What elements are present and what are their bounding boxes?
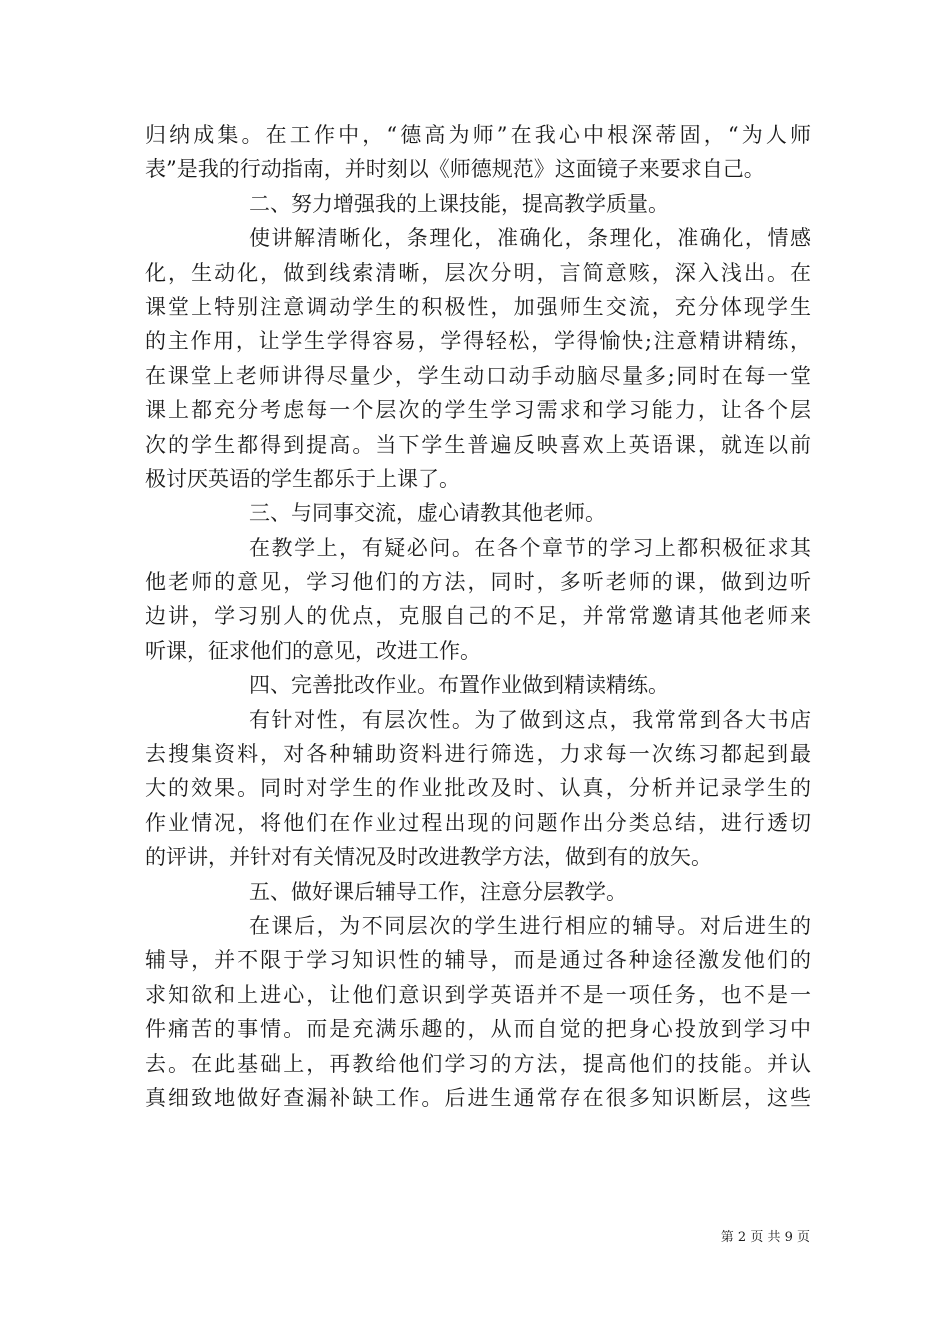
text-line: 真细致地做好查漏补缺工作。后进生通常存在很多知识断层，这些 [145,1085,811,1110]
paragraph-first-line: 在教学上，有疑必问。在各个章节的学习上都积极征求其 [249,535,811,560]
text-line: 边讲，学习别人的优点，克服自己的不足，并常常邀请其他老师来 [145,604,811,629]
text-line: 的评讲，并针对有关情况及时改进教学方法，做到有的放矢。 [145,845,712,870]
text-line: 他老师的意见，学习他们的方法，同时，多听老师的课，做到边听 [145,570,811,595]
paragraph-first-line: 三、与同事交流，虚心请教其他老师。 [249,501,606,526]
text-line: 表”是我的行动指南，并时刻以《师德规范》这面镜子来要求自己。 [145,157,765,182]
paragraph-first-line: 有针对性，有层次性。为了做到这点，我常常到各大书店 [249,707,811,732]
text-line: 辅导，并不限于学习知识性的辅导，而是通过各种途径激发他们的 [145,948,811,973]
text-line: 课上都充分考虑每一个层次的学生学习需求和学习能力，让各个层 [145,398,811,423]
paragraph-first-line: 四、完善批改作业。布置作业做到精读精练。 [249,673,669,698]
text-line: 在课堂上老师讲得尽量少，学生动口动手动脑尽量多;同时在每一堂 [145,363,811,388]
text-line: 去搜集资料，对各种辅助资料进行筛选，力求每一次练习都起到最 [145,742,811,767]
paragraph-first-line: 五、做好课后辅导工作，注意分层教学。 [249,879,627,904]
text-line: 次的学生都得到提高。当下学生普遍反映喜欢上英语课，就连以前 [145,432,811,457]
document-body [145,118,811,1115]
text-line: 极讨厌英语的学生都乐于上课了。 [145,466,460,491]
paragraph-first-line: 二、努力增强我的上课技能，提高教学质量。 [249,191,669,216]
text-line: 去。在此基础上，再教给他们学习的方法，提高他们的技能。并认 [145,1051,811,1076]
text-line: 听课，征求他们的意见，改进工作。 [145,638,481,663]
text-line: 课堂上特别注意调动学生的积极性，加强师生交流，充分体现学生 [145,294,811,319]
text-line: 归纳成集。在工作中，“德高为师”在我心中根深蒂固，“为人师 [145,123,811,147]
paragraph-first-line: 使讲解清晰化，条理化，准确化，条理化，准确化，情感 [249,226,811,251]
text-line: 大的效果。同时对学生的作业批改及时、认真，分析并记录学生的 [145,776,811,801]
page-number: 第 2 页 共 9 页 [720,1230,810,1245]
paragraph-first-line: 在课后，为不同层次的学生进行相应的辅导。对后进生的 [249,913,811,938]
text-line: 作业情况，将他们在作业过程出现的问题作出分类总结，进行透切 [145,810,811,835]
text-line: 求知欲和上进心，让他们意识到学英语并不是一项任务，也不是一 [145,982,811,1007]
text-line: 化，生动化，做到线索清晰，层次分明，言简意赅，深入浅出。在 [145,260,811,285]
text-line: 的主作用，让学生学得容易，学得轻松，学得愉快;注意精讲精练， [145,329,811,354]
text-line: 件痛苦的事情。而是充满乐趣的，从而自觉的把身心投放到学习中 [145,1017,811,1042]
